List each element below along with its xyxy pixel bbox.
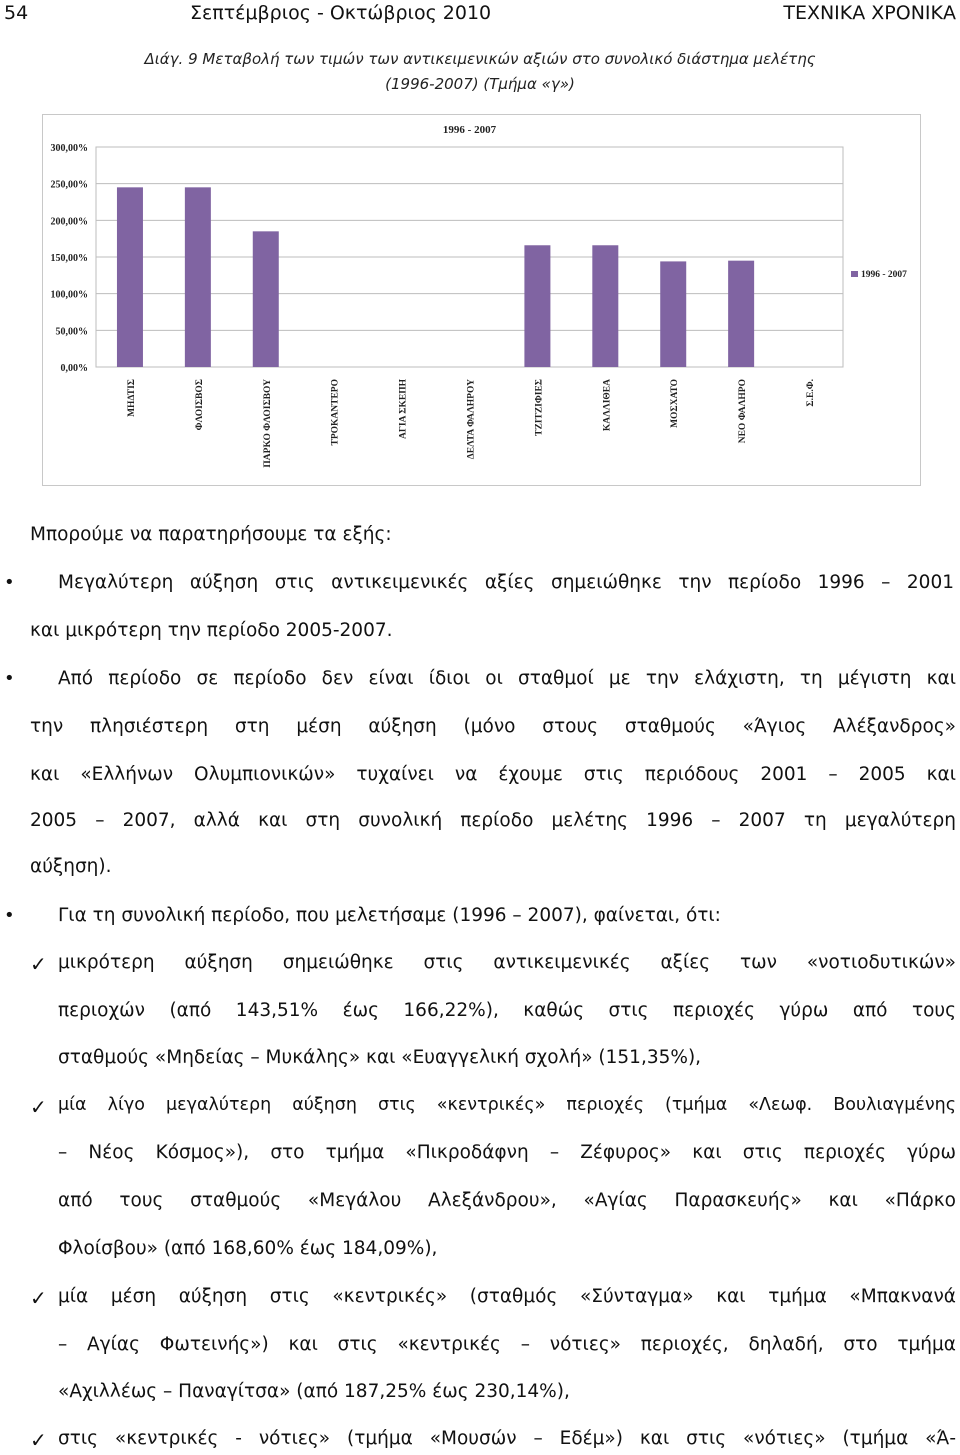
x-tick-label: ΜΟΣΧΑΤΟ [670, 379, 681, 428]
x-tick-label: ΠΑΡΚΟ ΦΛΟΙΣΒΟΥ [262, 379, 273, 468]
y-tick-label: 50,00% [55, 326, 88, 338]
bar [524, 245, 550, 367]
chart-title: 1996 - 2007 [442, 124, 497, 136]
x-tick-label: ΝΕΟ ΦΑΛΗΡΟ [738, 379, 749, 444]
check2-line3: από τους σταθμούς «Μεγάλου Αλεξάνδρου», «Αγίας Παρασκευής» και «Πάρκο [58, 1190, 956, 1211]
check4-line1: στις «κεντρικές - νότιες» (τμήμα «Μουσών – Εδέμ») και στις «νότιες» (τμήμα «Ά- [58, 1428, 956, 1449]
x-tick-label: ΤΡΟΚΑΝΤΕΡΟ [330, 379, 341, 446]
x-tick-label: ΦΛΟΙΣΒΟΣ [194, 379, 205, 431]
bullet2-line5: αύξηση). [30, 856, 112, 877]
legend-label: 1996 - 2007 [861, 270, 907, 280]
bullet-icon: • [4, 572, 15, 593]
bullet1-line2: και μικρότερη την περίοδο 2005-2007. [30, 620, 393, 641]
bar [592, 245, 618, 367]
checkmark-icon: ✓ [30, 1286, 47, 1310]
checkmark-icon: ✓ [30, 1095, 47, 1119]
check3-line1: μία μέση αύξηση στις «κεντρικές» (σταθμός «Σύνταγμα» και τμήμα «Μπακνανά [58, 1286, 956, 1307]
bullet2-line1: Από περίοδο σε περίοδο δεν είναι ίδιοι οι σταθμοί με την ελάχιστη, τη μέγιστη και [58, 668, 956, 689]
bar-chart [42, 114, 921, 486]
x-tick-label: ΑΓΙΑ ΣΚΕΠΗ [398, 379, 409, 440]
y-tick-label: 300,00% [50, 143, 88, 154]
figure-caption-line2: (1996-2007) (Τμήμα «γ») [385, 75, 575, 93]
y-tick-label: 100,00% [50, 289, 88, 301]
check1-line2: περιοχών (από 143,51% έως 166,22%), καθώς στις περιοχές γύρω από τους [58, 1000, 956, 1021]
bullet2-line3: και «Ελλήνων Ολυμπιονικών» τυχαίνει να έχουμε στις περιόδους 2001 – 2005 και [30, 764, 956, 785]
check2-line2: – Νέος Κόσμος»), στο τμήμα «Πικροδάφνη – Ζέφυρος» και στις περιοχές γύρω [58, 1142, 956, 1163]
bullet3-line1: Για τη συνολική περίοδο, που μελετήσαμε (1996 – 2007), φαίνεται, ότι: [58, 905, 721, 926]
x-tick-label: ΔΕΛΤΑ ΦΑΛΗΡΟΥ [466, 379, 477, 460]
bullet2-line4: 2005 – 2007, αλλά και στη συνολική περίοδο μελέτης 1996 – 2007 τη μεγαλύτερη [30, 810, 956, 831]
legend-swatch [851, 271, 858, 277]
y-tick-label: 150,00% [50, 253, 88, 264]
figure-caption-line1: Διάγ. 9 Μεταβολή των τιμών των αντικειμενικών αξιών στο συνολικό διάστημα μελέτης [144, 50, 816, 68]
bar [728, 261, 754, 367]
bar [185, 187, 211, 367]
bullet1-line1: Μεγαλύτερη αύξηση στις αντικειμενικές αξίες σημειώθηκε την περίοδο 1996 – 2001 [58, 572, 954, 593]
issue-date: Σεπτέμβριος - Οκτώβριος 2010 [190, 2, 492, 24]
x-tick-label: Σ.Ε.Φ. [806, 379, 817, 407]
check1-line3: σταθμούς «Μηδείας – Μυκάλης» και «Ευαγγελική σχολή» (151,35%), [58, 1047, 702, 1068]
bullet2-line2: την πλησιέστερη στη μέση αύξηση (μόνο στους σταθμούς «Άγιος Αλέξανδρος» [30, 716, 956, 737]
journal-title: ΤΕΧΝΙΚΑ ΧΡΟΝΙΚΑ [783, 2, 956, 24]
bar [117, 187, 143, 367]
x-tick-label: ΜΗΔΤΙΣ [126, 379, 137, 417]
y-tick-label: 0,00% [60, 363, 88, 374]
chart-svg [43, 115, 920, 485]
page-number: 54 [4, 2, 29, 24]
bullet-icon: • [4, 905, 15, 926]
bar [253, 231, 279, 367]
check2-line1: μία λίγο μεγαλύτερη αύξηση στις «κεντρικές» περιοχές (τμήμα «Λεωφ. Βουλιαγμένης [58, 1095, 956, 1115]
check2-line4: Φλοίσβου» (από 168,60% έως 184,09%), [58, 1238, 438, 1259]
page-header [0, 0, 960, 26]
y-tick-label: 250,00% [50, 179, 88, 191]
intro-text: Μπορούμε να παρατηρήσουμε τα εξής: [30, 524, 392, 545]
check1-line1: μικρότερη αύξηση σημειώθηκε στις αντικειμενικές αξίες των «νοτιοδυτικών» [58, 952, 956, 973]
check3-line3: «Αχιλλέως – Παναγίτσα» (από 187,25% έως 230,14%), [58, 1381, 570, 1402]
x-tick-label: ΤΖΙΤΖΙΦΙΕΣ [534, 379, 545, 436]
bar [660, 261, 686, 367]
x-tick-label: ΚΑΛΛΙΘΕΑ [602, 379, 613, 432]
bullet-icon: • [4, 668, 15, 689]
y-tick-label: 200,00% [50, 216, 88, 228]
checkmark-icon: ✓ [30, 952, 47, 976]
checkmark-icon: ✓ [30, 1428, 47, 1452]
check3-line2: – Αγίας Φωτεινής») και στις «κεντρικές – νότιες» περιοχές, δηλαδή, στο τμήμα [58, 1334, 956, 1355]
